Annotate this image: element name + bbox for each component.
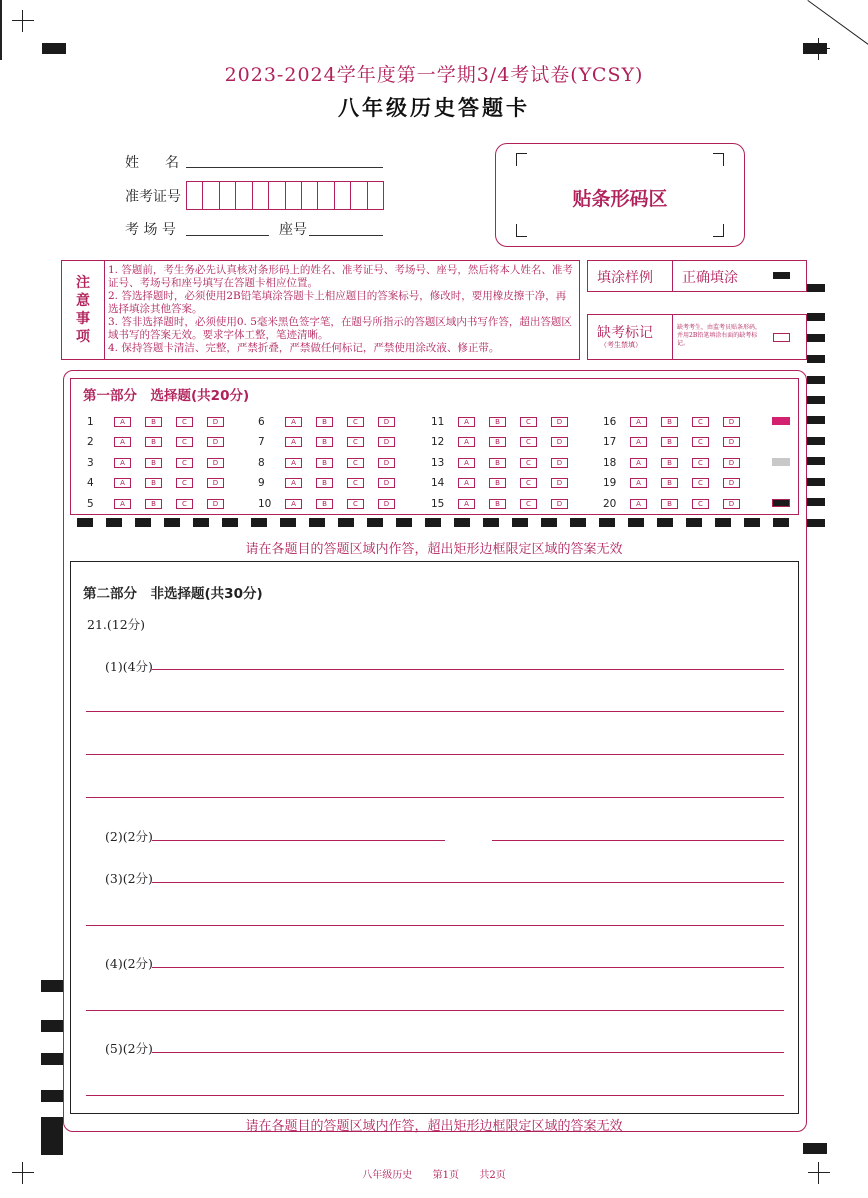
option-d[interactable]: D xyxy=(207,499,224,509)
question-row xyxy=(603,477,740,489)
question-row xyxy=(258,457,395,469)
option-b[interactable]: B xyxy=(145,499,162,509)
question-number: 18 xyxy=(603,457,617,469)
option-d[interactable]: D xyxy=(378,458,395,468)
answer-line[interactable] xyxy=(152,882,784,883)
question-row xyxy=(431,477,568,489)
option-b[interactable]: B xyxy=(316,417,333,427)
option-b[interactable]: B xyxy=(316,478,333,488)
filled-mark-sample xyxy=(773,272,790,279)
notice-item: 4. 保持答题卡清洁、完整，严禁折叠，严禁做任何标记，严禁使用涂改液、修正带。 xyxy=(108,342,500,354)
option-b[interactable]: B xyxy=(661,478,678,488)
option-b[interactable]: B xyxy=(316,437,333,447)
option-d[interactable]: D xyxy=(551,458,568,468)
calibration-mark-black xyxy=(772,499,790,507)
footer-total: 共2页 xyxy=(479,1170,506,1181)
question-row xyxy=(87,498,224,510)
sub-question-4-label: (4)(2分) xyxy=(105,956,153,971)
option-a[interactable]: A xyxy=(285,478,302,488)
option-c[interactable]: C xyxy=(347,499,364,509)
option-b[interactable]: B xyxy=(661,437,678,447)
option-b[interactable]: B xyxy=(661,458,678,468)
question-row xyxy=(258,477,395,489)
option-a[interactable]: A xyxy=(458,478,475,488)
option-a[interactable]: A xyxy=(285,458,302,468)
option-c[interactable]: C xyxy=(176,499,193,509)
option-c[interactable]: C xyxy=(347,417,364,427)
option-b[interactable]: B xyxy=(145,478,162,488)
warning-text-bottom: 请在各题目的答题区域内作答，超出矩形边框限定区域的答案无效 xyxy=(245,1119,623,1134)
card-title: 八年级历史答题卡 xyxy=(338,95,530,120)
calibration-mark-magenta xyxy=(772,417,790,425)
answer-line[interactable] xyxy=(86,711,784,712)
fill-sample-box xyxy=(587,260,807,292)
notice-item: 1. 答题前，考生务必先认真核对条形码上的姓名、准考证号、考场号、座号，然后将本人姓名、准考证号、考场号和座号填写在答题卡相应位置。 xyxy=(108,264,573,289)
option-d[interactable]: D xyxy=(378,417,395,427)
option-b[interactable]: B xyxy=(145,458,162,468)
footer-page: 第1页 xyxy=(432,1170,459,1181)
notice-item: 3. 答非选择题时，必须使用0. 5毫米黑色签字笔，在题号所指示的答题区域内书写作答，超出答题区域书写的答案无效。要求字体工整，笔迹清晰。 xyxy=(108,316,572,341)
option-a[interactable]: A xyxy=(458,437,475,447)
option-a[interactable]: A xyxy=(114,417,131,427)
option-d[interactable]: D xyxy=(723,478,740,488)
sub-question-3-label: (3)(2分) xyxy=(105,871,153,886)
option-c[interactable]: C xyxy=(520,478,537,488)
page-footer xyxy=(0,1166,868,1181)
question-row xyxy=(431,416,568,428)
option-b[interactable]: B xyxy=(489,499,506,509)
question-number: 10 xyxy=(258,498,272,510)
question-number: 15 xyxy=(431,498,445,510)
answer-line[interactable] xyxy=(152,840,445,841)
option-c[interactable]: C xyxy=(692,417,709,427)
option-a[interactable]: A xyxy=(458,458,475,468)
name-label: 姓 名 xyxy=(125,155,185,171)
footer-subject: 八年级历史 xyxy=(362,1170,413,1181)
option-d[interactable]: D xyxy=(207,437,224,447)
question-row xyxy=(603,498,740,510)
calibration-mark-gray xyxy=(772,458,790,466)
question-row xyxy=(258,498,395,510)
question-row xyxy=(603,436,740,448)
warning-text-top: 请在各题目的答题区域内作答，超出矩形边框限定区域的答案无效 xyxy=(245,542,623,557)
question-21-label: 21.(12分) xyxy=(87,617,146,632)
crop-mark-top-left-edge xyxy=(0,0,2,60)
option-d[interactable]: D xyxy=(207,458,224,468)
exam-id-boxes[interactable] xyxy=(186,181,384,210)
name-field[interactable] xyxy=(186,167,383,168)
question-number: 3 xyxy=(87,457,94,469)
sub-question-1-label: (1)(4分) xyxy=(105,659,153,674)
option-d[interactable]: D xyxy=(723,458,740,468)
answer-line[interactable] xyxy=(86,797,784,798)
part1-title: 第一部分 选择题(共20分) xyxy=(83,388,250,404)
option-c[interactable]: C xyxy=(520,437,537,447)
option-c[interactable]: C xyxy=(692,478,709,488)
answer-line[interactable] xyxy=(492,840,784,841)
exam-title: 2023-2024学年度第一学期3/4考试卷(YCSY) xyxy=(224,64,644,86)
absent-sub: （考生禁填） xyxy=(600,341,642,349)
seat-label: 座号 xyxy=(279,222,307,238)
locator-mark xyxy=(42,43,66,54)
option-c[interactable]: C xyxy=(520,417,537,427)
sub-question-2-label: (2)(2分) xyxy=(105,829,153,844)
option-d[interactable]: D xyxy=(207,417,224,427)
question-row xyxy=(87,416,224,428)
barcode-area xyxy=(495,143,745,247)
option-a[interactable]: A xyxy=(458,417,475,427)
absent-label: 缺考标记 xyxy=(597,325,653,341)
option-b[interactable]: B xyxy=(316,499,333,509)
question-row xyxy=(431,457,568,469)
question-number: 1 xyxy=(87,416,94,428)
question-number: 20 xyxy=(603,498,617,510)
option-c[interactable]: C xyxy=(176,458,193,468)
corner-fold-line xyxy=(807,0,868,48)
option-a[interactable]: A xyxy=(630,458,647,468)
option-a[interactable]: A xyxy=(458,499,475,509)
question-row xyxy=(258,436,395,448)
option-d[interactable]: D xyxy=(551,499,568,509)
option-a[interactable]: A xyxy=(114,458,131,468)
option-d[interactable]: D xyxy=(551,437,568,447)
room-field[interactable] xyxy=(186,235,269,236)
notice-box xyxy=(61,260,580,360)
option-b[interactable]: B xyxy=(145,437,162,447)
option-b[interactable]: B xyxy=(489,478,506,488)
exam-id-label: 准考证号 xyxy=(125,189,181,205)
question-number: 6 xyxy=(258,416,265,428)
answer-line[interactable] xyxy=(86,925,784,926)
locator-mark xyxy=(803,43,827,54)
short-answer-section xyxy=(70,561,799,1114)
option-c[interactable]: C xyxy=(176,417,193,427)
question-row xyxy=(603,416,740,428)
question-row xyxy=(258,416,395,428)
option-c[interactable]: C xyxy=(692,458,709,468)
option-c[interactable]: C xyxy=(176,437,193,447)
option-a[interactable]: A xyxy=(285,499,302,509)
option-d[interactable]: D xyxy=(723,437,740,447)
option-d[interactable]: D xyxy=(551,417,568,427)
option-b[interactable]: B xyxy=(661,417,678,427)
option-a[interactable]: A xyxy=(285,437,302,447)
question-row xyxy=(87,436,224,448)
option-b[interactable]: B xyxy=(145,417,162,427)
option-a[interactable]: A xyxy=(285,417,302,427)
multiple-choice-section xyxy=(70,378,799,515)
option-c[interactable]: C xyxy=(692,499,709,509)
option-c[interactable]: C xyxy=(520,458,537,468)
option-c[interactable]: C xyxy=(692,437,709,447)
answer-line[interactable] xyxy=(152,669,784,670)
absent-box xyxy=(587,314,807,360)
option-b[interactable]: B xyxy=(661,499,678,509)
option-b[interactable]: B xyxy=(489,437,506,447)
option-a[interactable]: A xyxy=(630,478,647,488)
question-number: 14 xyxy=(431,477,445,489)
option-a[interactable]: A xyxy=(114,478,131,488)
question-number: 13 xyxy=(431,457,445,469)
option-b[interactable]: B xyxy=(489,458,506,468)
absent-note: 缺考考生，由监考员贴条形码，并用2B铅笔填涂右面的缺考标记。 xyxy=(677,324,762,347)
option-c[interactable]: C xyxy=(176,478,193,488)
notice-item: 2. 答选择题时，必须使用2B铅笔填涂答题卡上相应题目的答案标号，修改时，要用橡皮擦干净，再选择填涂其他答案。 xyxy=(108,290,567,315)
question-number: 4 xyxy=(87,477,94,489)
question-number: 8 xyxy=(258,457,265,469)
question-row xyxy=(603,457,740,469)
absent-mark-box[interactable] xyxy=(773,333,790,342)
option-c[interactable]: C xyxy=(347,458,364,468)
question-row xyxy=(87,477,224,489)
option-b[interactable]: B xyxy=(316,458,333,468)
option-a[interactable]: A xyxy=(630,437,647,447)
question-number: 19 xyxy=(603,477,617,489)
crop-mark-top-left xyxy=(12,20,34,21)
option-a[interactable]: A xyxy=(114,437,131,447)
option-a[interactable]: A xyxy=(630,417,647,427)
answer-line[interactable] xyxy=(152,967,784,968)
question-number: 16 xyxy=(603,416,617,428)
option-a[interactable]: A xyxy=(114,499,131,509)
option-d[interactable]: D xyxy=(207,478,224,488)
option-b[interactable]: B xyxy=(489,417,506,427)
question-number: 5 xyxy=(87,498,94,510)
answer-line[interactable] xyxy=(86,754,784,755)
option-d[interactable]: D xyxy=(378,499,395,509)
seat-field[interactable] xyxy=(309,235,383,236)
option-c[interactable]: C xyxy=(347,437,364,447)
notice-text xyxy=(108,264,576,355)
barcode-label: 贴条形码区 xyxy=(572,188,668,210)
notice-side-label: 注 意 事 项 xyxy=(62,261,105,359)
sub-question-5-label: (5)(2分) xyxy=(105,1041,153,1056)
crop-mark-top-left-v xyxy=(22,10,23,32)
question-number: 7 xyxy=(258,436,265,448)
option-d[interactable]: D xyxy=(723,499,740,509)
question-row xyxy=(431,498,568,510)
question-number: 2 xyxy=(87,436,94,448)
question-row xyxy=(431,436,568,448)
option-d[interactable]: D xyxy=(723,417,740,427)
option-c[interactable]: C xyxy=(347,478,364,488)
question-number: 9 xyxy=(258,477,265,489)
fill-sample-label: 填涂样例 xyxy=(597,270,653,286)
locator-mark xyxy=(803,1143,827,1154)
part2-title: 第二部分 非选择题(共30分) xyxy=(83,586,263,602)
question-number: 12 xyxy=(431,436,445,448)
answer-line[interactable] xyxy=(86,1095,784,1096)
question-row xyxy=(87,457,224,469)
question-number: 17 xyxy=(603,436,617,448)
option-d[interactable]: D xyxy=(378,437,395,447)
answer-line[interactable] xyxy=(152,1052,784,1053)
fill-correct-label: 正确填涂 xyxy=(682,270,738,286)
option-d[interactable]: D xyxy=(551,478,568,488)
option-a[interactable]: A xyxy=(630,499,647,509)
question-number: 11 xyxy=(431,416,445,428)
answer-line[interactable] xyxy=(86,1010,784,1011)
option-c[interactable]: C xyxy=(520,499,537,509)
room-label: 考 场 号 xyxy=(125,222,176,238)
option-d[interactable]: D xyxy=(378,478,395,488)
